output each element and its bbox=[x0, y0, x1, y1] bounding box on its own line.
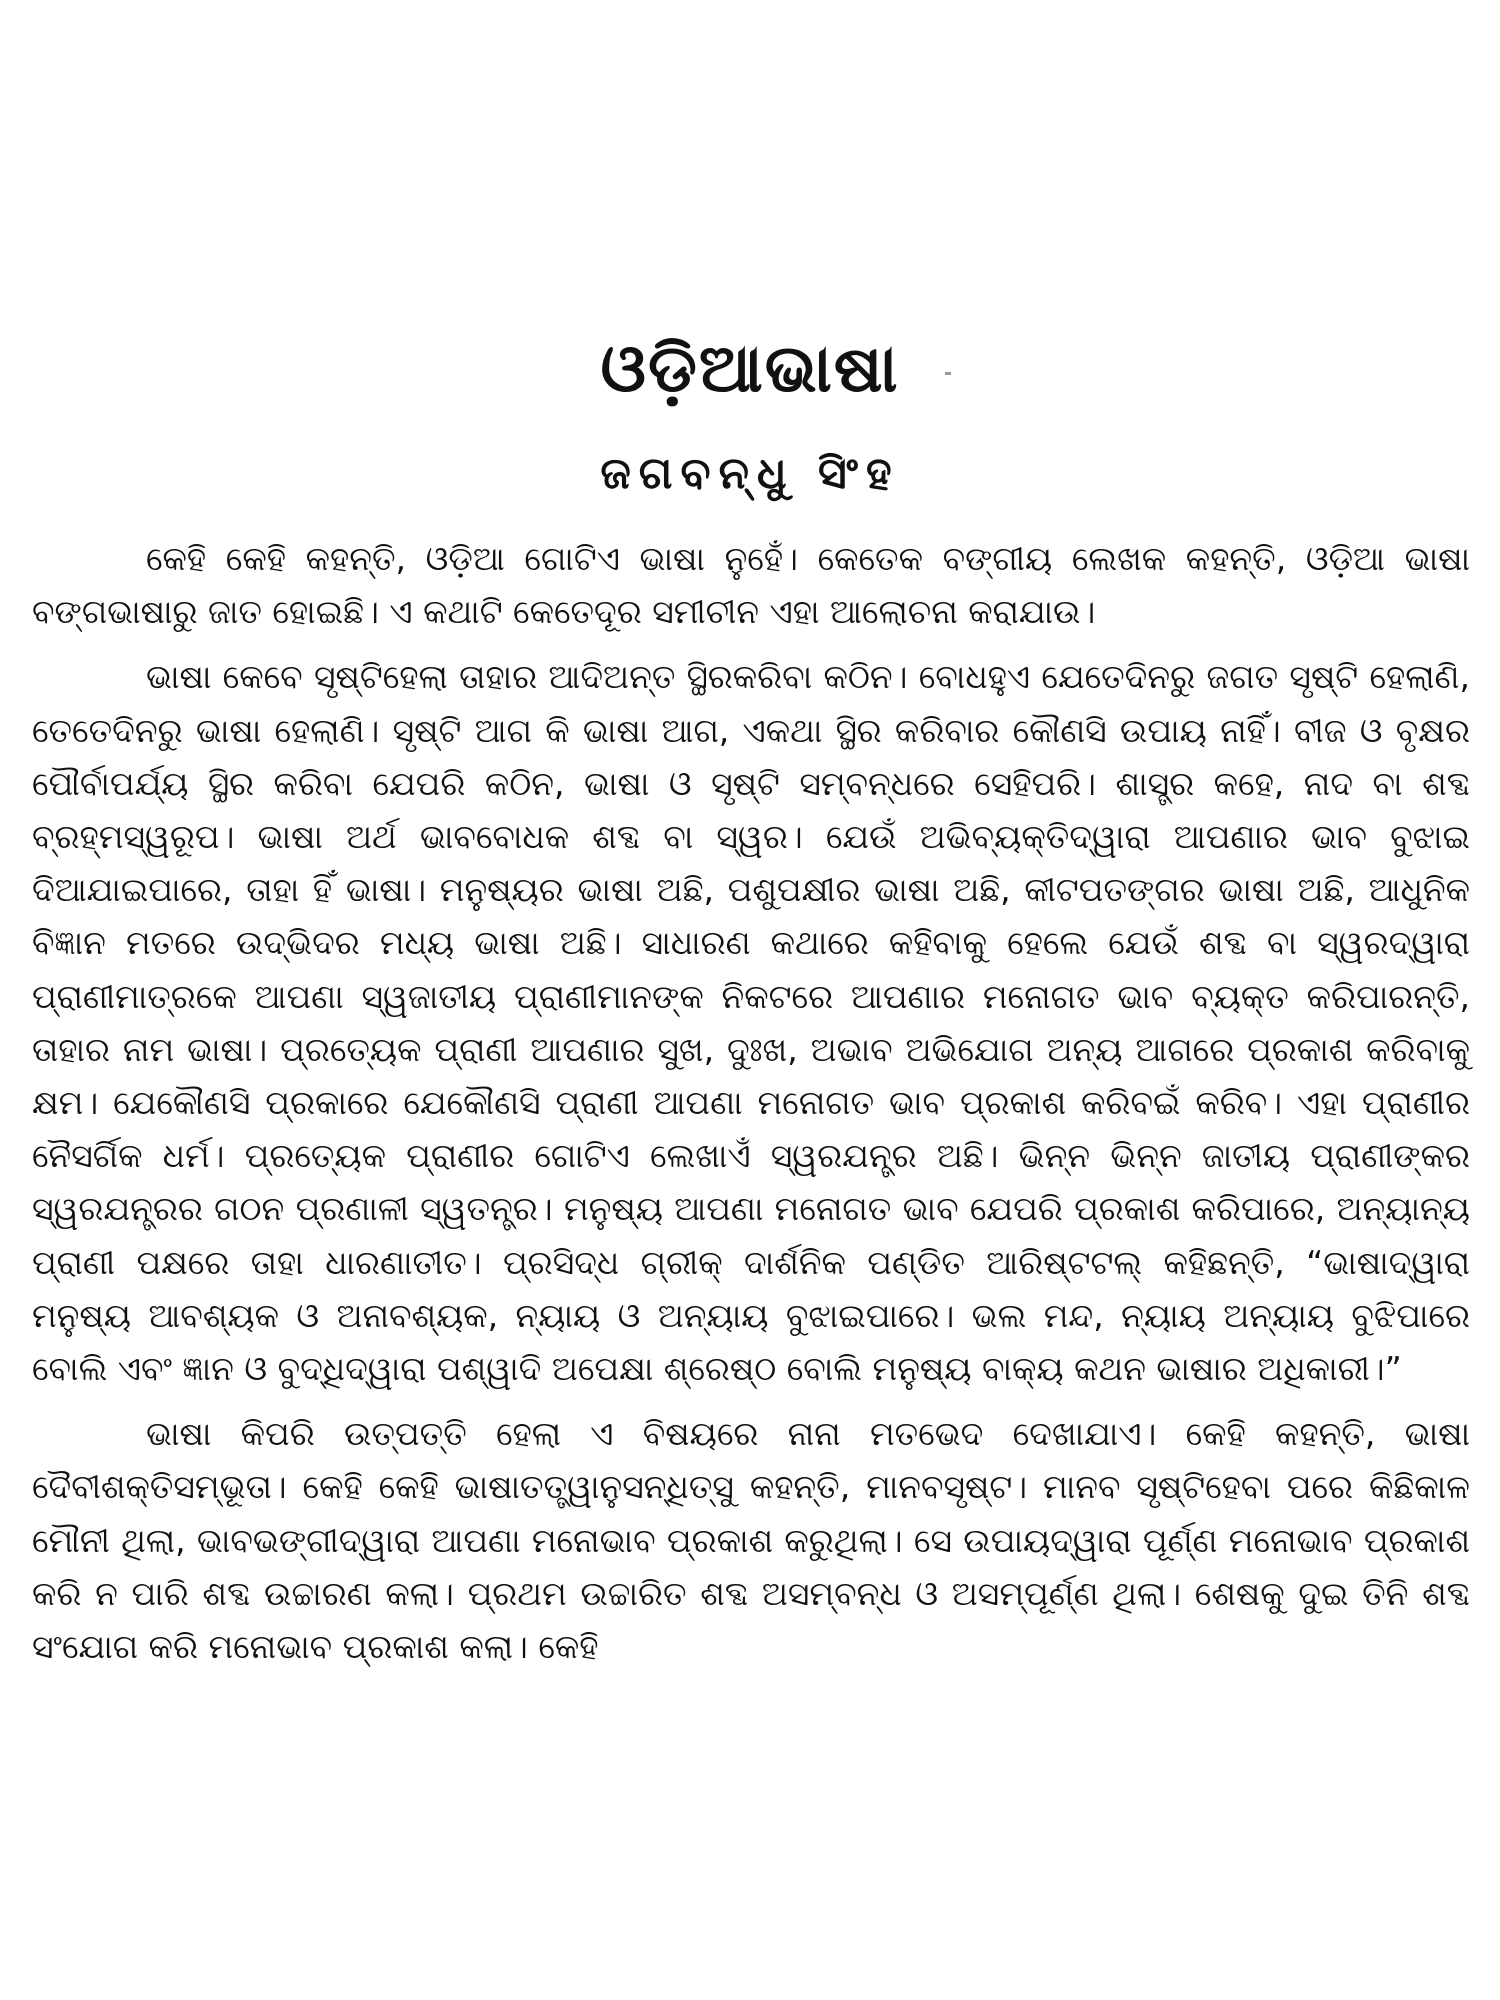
scan-speck bbox=[945, 372, 951, 375]
paragraph-3: ଭାଷା କିପରି ଉତ୍ପତ୍ତି ହେଲା ଏ ବିଷୟରେ ନାନା ମତଭେଦ ଦେଖାଯାଏ। କେହି କହନ୍ତି, ଭାଷା ଦୈବୀଶକ୍ତିସମ୍ଭୂତା। କେହି କେହି ଭାଷାତତ୍ତ୍ୱାନୁସନ୍ଧିତ୍ସୁ କହନ୍ତି, ମାନବସୃଷ୍ଟ। ମାନବ ସୃଷ୍ଟିହେବା ପରେ କିଛିକାଳ ମୌନୀ ଥିଲା, ଭାବଭଙ୍ଗୀଦ୍ୱାରା ଆପଣା ମନୋଭାବ ପ୍ରକାଶ କରୁଥିଲା। ସେ ଉପାୟଦ୍ୱାରା ପୂର୍ଣ୍ଣ ମନୋଭାବ ପ୍ରକାଶ କରି ନ ପାରି ଶବ୍ଦ ଉଚ୍ଚାରଣ କଲା। ପ୍ରଥମ ଉଚ୍ଚାରିତ ଶବ୍ଦ ଅସମ୍ବନ୍ଧ ଓ ଅସମ୍ପୂର୍ଣ୍ଣ ଥିଲା। ଶେଷକୁ ଦୁଇ ତିନି ଶବ୍ଦ ସଂଯୋଗ କରି ମନୋଭାବ ପ୍ରକାଶ କଲା। କେହି bbox=[32, 1414, 1470, 1667]
paragraph-2: ଭାଷା କେବେ ସୃଷ୍ଟିହେଲା ତାହାର ଆଦିଅନ୍ତ ସ୍ଥିରକରିବା କଠିନ। ବୋଧହୁଏ ଯେତେଦିନରୁ ଜଗତ ସୃଷ୍ଟି ହେଲାଣି, ତେତେଦିନରୁ ଭାଷା ହେଲାଣି। ସୃଷ୍ଟି ଆଗ କି ଭାଷା ଆଗ, ଏକଥା ସ୍ଥିର କରିବାର କୌଣସି ଉପାୟ ନାହିଁ। ବୀଜ ଓ ବୃକ୍ଷର ପୌର୍ବାପର୍ଯ୍ୟ ସ୍ଥିର କରିବା ଯେପରି କଠିନ, ଭାଷା ଓ ସୃଷ୍ଟି ସମ୍ବନ୍ଧରେ ସେହିପରି। ଶାସ୍ତ୍ର କହେ, ନାଦ ବା ଶବ୍ଦ ବ୍ରହ୍ମସ୍ୱରୂପ। ଭାଷା ଅର୍ଥ ଭାବବୋଧକ ଶବ୍ଦ ବା ସ୍ୱର। ଯେଉଁ ଅଭିବ୍ୟକ୍ତିଦ୍ୱାରା ଆପଣାର ଭାବ ବୁଝାଇ ଦିଆଯାଇପାରେ, ତାହା ହିଁ ଭାଷା। ମନୁଷ୍ୟର ଭାଷା ଅଛି, ପଶୁପକ୍ଷୀର ଭାଷା ଅଛି, କୀଟପତଙ୍ଗର ଭାଷା ଅଛି, ଆଧୁନିକ ବିଜ୍ଞାନ ମତରେ ଉଦ୍ଭିଦର ମଧ୍ୟ ଭାଷା ଅଛି। ସାଧାରଣ କଥାରେ କହିବାକୁ ହେଲେ ଯେଉଁ ଶବ୍ଦ ବା ସ୍ୱରଦ୍ୱାରା ପ୍ରାଣୀମାତ୍ରକେ ଆପଣା ସ୍ୱଜାତୀୟ ପ୍ରାଣୀମାନଙ୍କ ନିକଟରେ ଆପଣାର ମନୋଗତ ଭାବ ବ୍ୟକ୍ତ କରିପାରନ୍ତି, ତାହାର ନାମ ଭାଷା। ପ୍ରତ୍ୟେକ ପ୍ରାଣୀ ଆପଣାର ସୁଖ, ଦୁଃଖ, ଅଭାବ ଅଭିଯୋଗ ଅନ୍ୟ ଆଗରେ ପ୍ରକାଶ କରିବାକୁ କ୍ଷମ। ଯେକୌଣସି ପ୍ରକାରେ ଯେକୌଣସି ପ୍ରାଣୀ ଆପଣା ମନୋଗତ ଭାବ ପ୍ରକାଶ କରିବଇଁ କରିବ। ଏହା ପ୍ରାଣୀର ନୈସର୍ଗିକ ଧର୍ମ। ପ୍ରତ୍ୟେକ ପ୍ରାଣୀର ଗୋଟିଏ ଲେଖାଏଁ ସ୍ୱରଯନ୍ତ୍ର ଅଛି। ଭିନ୍ନ ଭିନ୍ନ ଜାତୀୟ ପ୍ରାଣୀଙ୍କର ସ୍ୱରଯନ୍ତ୍ରର ଗଠନ ପ୍ରଣାଳୀ ସ୍ୱତନ୍ତ୍ର। ମନୁଷ୍ୟ ଆପଣା ମନୋଗତ ଭାବ ଯେପରି ପ୍ରକାଶ କରିପାରେ, ଅନ୍ୟାନ୍ୟ ପ୍ରାଣୀ ପକ୍ଷରେ ତାହା ଧାରଣାତୀତ। ପ୍ରସିଦ୍ଧ ଗ୍ରୀକ୍ ଦାର୍ଶନିକ ପଣ୍ଡିତ ଆରିଷ୍ଟଟଲ୍ କହିଛନ୍ତି, “ଭାଷାଦ୍ୱାରା ମନୁଷ୍ୟ ଆବଶ୍ୟକ ଓ ଅନାବଶ୍ୟକ, ନ୍ୟାୟ ଓ ଅନ୍ୟାୟ ବୁଝାଇପାରେ। ଭଲ ମନ୍ଦ, ନ୍ୟାୟ ଅନ୍ୟାୟ ବୁଝିପାରେ ବୋଲି ଏବଂ ଜ୍ଞାନ ଓ ବୁଦ୍ଧିଦ୍ୱାରା ପଶ୍ୱାଦି ଅପେକ୍ଷା ଶ୍ରେଷ୍ଠ ବୋଲି ମନୁଷ୍ୟ ବାକ୍ୟ କଥନ ଭାଷାର ଅଧିକାରୀ।” bbox=[32, 657, 1470, 1389]
page-title: ଓଡ଼ିଆଭାଷା bbox=[600, 330, 900, 407]
body-text bbox=[32, 532, 1470, 1685]
author-name: ଜଗବନ୍ଧୁ ସିଂହ bbox=[600, 448, 900, 499]
paragraph-1: କେହି କେହି କହନ୍ତି, ଓଡ଼ିଆ ଗୋଟିଏ ଭାଷା ନୁହେଁ। କେତେକ ବଙ୍ଗୀୟ ଲେଖକ କହନ୍ତି, ଓଡ଼ିଆ ଭାଷା ବଙ୍ଗଭାଷାରୁ ଜାତ ହୋଇଛି। ଏ କଥାଟି କେତେଦୂର ସମୀଚୀନ ଏହା ଆଲୋଚନା କରାଯାଉ। bbox=[32, 539, 1470, 632]
